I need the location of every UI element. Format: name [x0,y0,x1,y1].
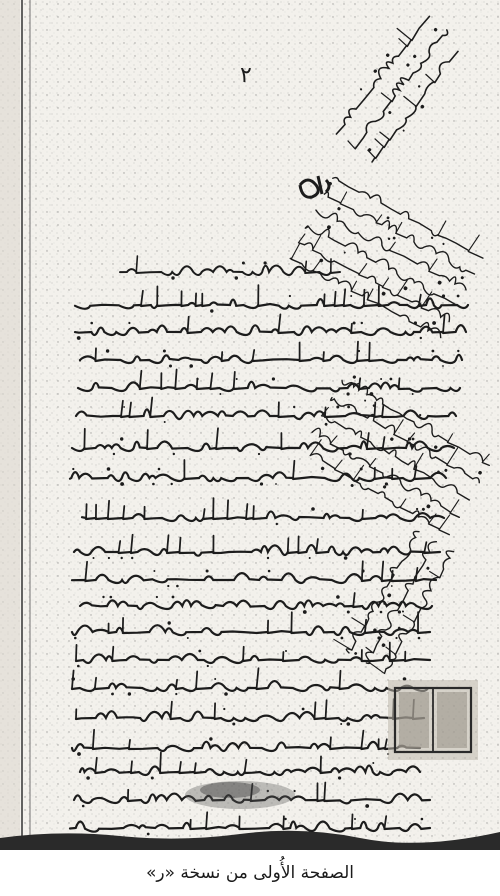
ink-smudge [185,781,295,809]
seal-stamp [388,680,478,760]
page-number-mark: ٢ [240,63,252,88]
page-caption: الصفحة الأُولى من نسخة «ر» [146,863,354,883]
